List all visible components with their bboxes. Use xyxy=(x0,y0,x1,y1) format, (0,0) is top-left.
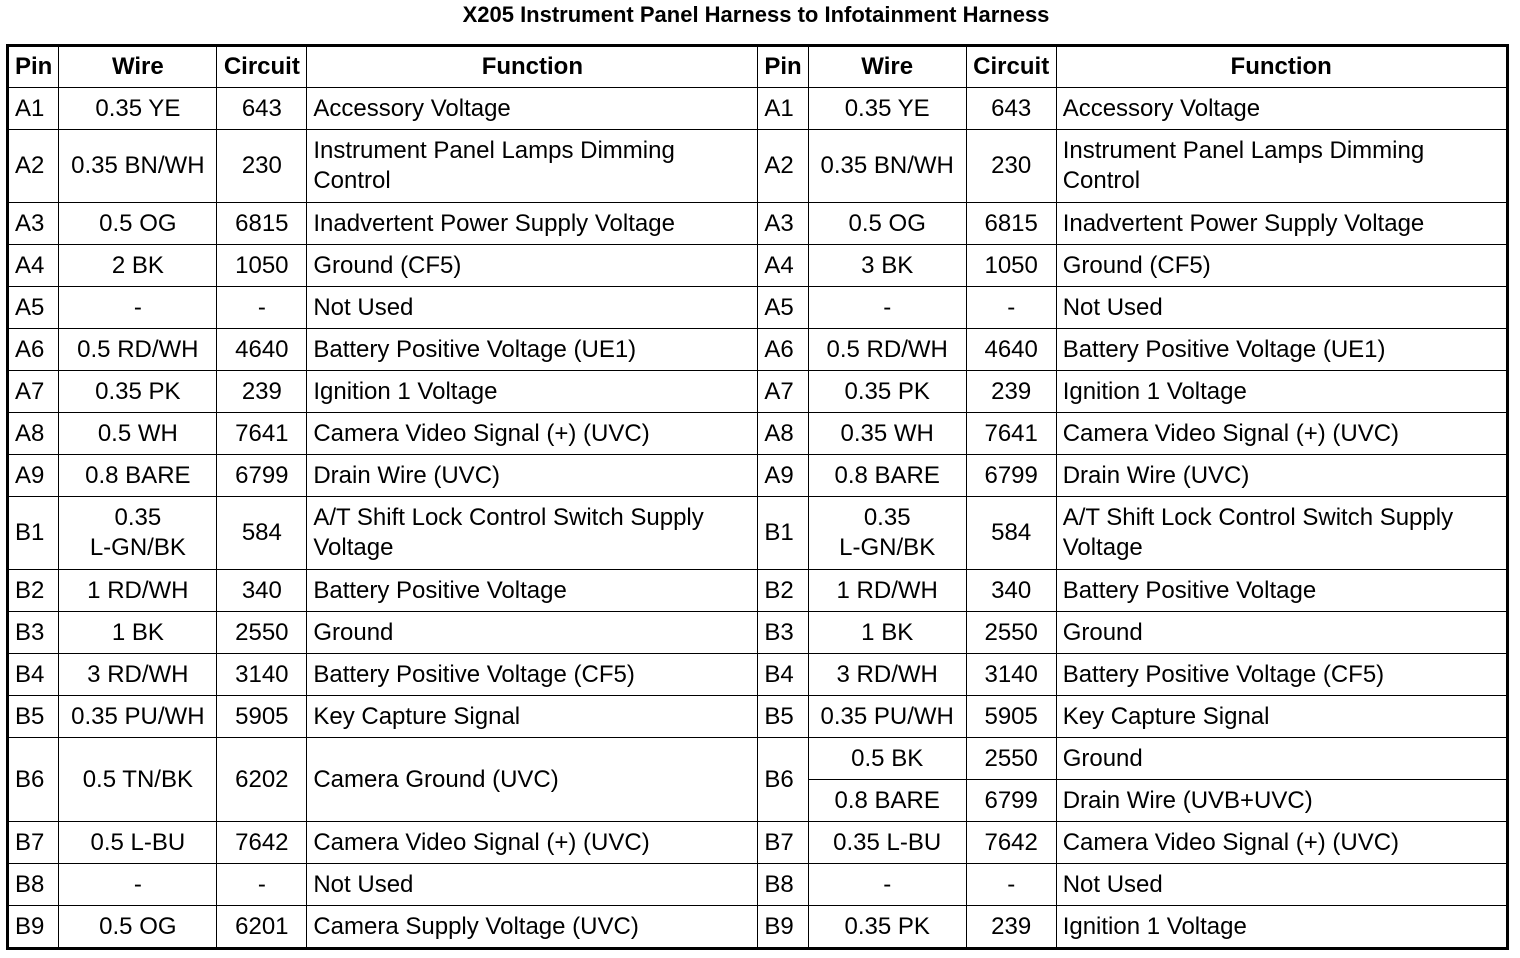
pin-cell: B7 xyxy=(758,822,808,864)
wire-gauge: 0.35 xyxy=(114,504,162,531)
function-cell: Accessory Voltage xyxy=(1056,88,1507,130)
circuit-cell: 5905 xyxy=(966,696,1056,738)
function-cell: Camera Video Signal (+) (UVC) xyxy=(1056,413,1507,455)
function-cell: Battery Positive Voltage (UE1) xyxy=(307,329,758,371)
wire-cell: 0.35 PK xyxy=(808,906,966,949)
header-wire: Wire xyxy=(808,46,966,88)
function-cell: Ground (CF5) xyxy=(1056,245,1507,287)
circuit-cell: 239 xyxy=(966,371,1056,413)
circuit-cell: 4640 xyxy=(217,329,307,371)
function-cell: Camera Video Signal (+) (UVC) xyxy=(307,822,758,864)
pin-cell: B4 xyxy=(758,654,808,696)
wire-gauge: 0.35 xyxy=(863,504,911,531)
circuit-cell: 6799 xyxy=(217,455,307,497)
pin-cell: B5 xyxy=(758,696,808,738)
pin-cell: A8 xyxy=(758,413,808,455)
table-row xyxy=(8,654,1508,696)
table-row xyxy=(8,455,1508,497)
pin-cell: A7 xyxy=(8,371,59,413)
wire-cell: 1 BK xyxy=(808,612,966,654)
pin-cell: B3 xyxy=(8,612,59,654)
function-cell: Accessory Voltage xyxy=(307,88,758,130)
pin-cell: B9 xyxy=(758,906,808,949)
circuit-cell: 340 xyxy=(217,570,307,612)
table-row xyxy=(8,329,1508,371)
wire-color: L-GN/BK xyxy=(839,534,936,561)
function-cell: Key Capture Signal xyxy=(307,696,758,738)
wire-cell xyxy=(59,497,217,570)
pin-cell: A9 xyxy=(8,455,59,497)
table-row xyxy=(8,371,1508,413)
pin-cell: A7 xyxy=(758,371,808,413)
function-cell: Inadvertent Power Supply Voltage xyxy=(1056,203,1507,245)
wire-cell: 1 RD/WH xyxy=(59,570,217,612)
wire-cell: - xyxy=(808,287,966,329)
circuit-cell: 584 xyxy=(966,497,1056,570)
function-cell: Camera Video Signal (+) (UVC) xyxy=(1056,822,1507,864)
wire-color: L-GN/BK xyxy=(89,534,186,561)
function-cell: Camera Ground (UVC) xyxy=(307,738,758,822)
pin-cell: B1 xyxy=(758,497,808,570)
circuit-cell: 4640 xyxy=(966,329,1056,371)
circuit-cell: 6799 xyxy=(966,780,1056,822)
circuit-cell: 1050 xyxy=(217,245,307,287)
function-cell: Camera Video Signal (+) (UVC) xyxy=(307,413,758,455)
pin-cell: A8 xyxy=(8,413,59,455)
function-cell: Battery Positive Voltage (CF5) xyxy=(1056,654,1507,696)
wire-cell: 0.35 PK xyxy=(59,371,217,413)
table-row xyxy=(8,570,1508,612)
wire-cell xyxy=(808,497,966,570)
pin-cell: B2 xyxy=(8,570,59,612)
table-row xyxy=(8,612,1508,654)
circuit-cell: 7641 xyxy=(217,413,307,455)
pin-cell: B8 xyxy=(758,864,808,906)
wire-cell: 0.35 PU/WH xyxy=(59,696,217,738)
wire-cell: 0.5 WH xyxy=(59,413,217,455)
function-cell: Not Used xyxy=(307,864,758,906)
table-row xyxy=(8,822,1508,864)
pin-cell: B9 xyxy=(8,906,59,949)
function-cell: Ground xyxy=(307,612,758,654)
function-cell: Not Used xyxy=(1056,864,1507,906)
circuit-cell: 7642 xyxy=(966,822,1056,864)
function-cell: Camera Supply Voltage (UVC) xyxy=(307,906,758,949)
function-cell: Battery Positive Voltage xyxy=(307,570,758,612)
function-cell: Battery Positive Voltage xyxy=(1056,570,1507,612)
function-cell: A/T Shift Lock Control Switch Supply Voltage xyxy=(1056,497,1507,570)
pin-cell: A4 xyxy=(8,245,59,287)
circuit-cell: - xyxy=(966,287,1056,329)
function-cell: Inadvertent Power Supply Voltage xyxy=(307,203,758,245)
circuit-cell: 7642 xyxy=(217,822,307,864)
wire-cell: 0.35 PU/WH xyxy=(808,696,966,738)
pin-cell: A5 xyxy=(758,287,808,329)
function-cell: Battery Positive Voltage (CF5) xyxy=(307,654,758,696)
function-cell: Ignition 1 Voltage xyxy=(1056,371,1507,413)
wire-cell: 0.35 YE xyxy=(808,88,966,130)
circuit-cell: 2550 xyxy=(217,612,307,654)
circuit-cell: 643 xyxy=(966,88,1056,130)
circuit-cell: - xyxy=(217,287,307,329)
circuit-cell: - xyxy=(966,864,1056,906)
wire-cell: 0.5 L-BU xyxy=(59,822,217,864)
table-row xyxy=(8,864,1508,906)
pin-cell: A2 xyxy=(758,130,808,203)
circuit-cell: 6815 xyxy=(966,203,1056,245)
table-row xyxy=(8,906,1508,949)
wire-cell: - xyxy=(808,864,966,906)
function-cell: Ground xyxy=(1056,738,1507,780)
header-wire: Wire xyxy=(59,46,217,88)
circuit-cell: 2550 xyxy=(966,612,1056,654)
pin-cell: A4 xyxy=(758,245,808,287)
function-cell: Key Capture Signal xyxy=(1056,696,1507,738)
function-cell: Instrument Panel Lamps Dimming Control xyxy=(307,130,758,203)
function-cell: Drain Wire (UVB+UVC) xyxy=(1056,780,1507,822)
function-cell: Not Used xyxy=(1056,287,1507,329)
pin-cell: B7 xyxy=(8,822,59,864)
wire-cell: 0.35 BN/WH xyxy=(808,130,966,203)
circuit-cell: 1050 xyxy=(966,245,1056,287)
table-row xyxy=(8,203,1508,245)
wire-cell: 2 BK xyxy=(59,245,217,287)
wire-cell: 1 RD/WH xyxy=(808,570,966,612)
pin-cell: B4 xyxy=(8,654,59,696)
header-pin: Pin xyxy=(8,46,59,88)
circuit-cell: 643 xyxy=(217,88,307,130)
header-row xyxy=(8,46,1508,88)
header-function: Function xyxy=(1056,46,1507,88)
table-title: X205 Instrument Panel Harness to Infotainment Harness xyxy=(462,2,1050,27)
pin-cell: A2 xyxy=(8,130,59,203)
table-row xyxy=(8,88,1508,130)
wire-cell: 0.5 RD/WH xyxy=(59,329,217,371)
function-cell: Ignition 1 Voltage xyxy=(1056,906,1507,949)
pin-cell: A6 xyxy=(8,329,59,371)
table-row xyxy=(8,245,1508,287)
wire-cell: 0.5 TN/BK xyxy=(59,738,217,822)
header-circuit: Circuit xyxy=(217,46,307,88)
wire-cell: 3 RD/WH xyxy=(59,654,217,696)
circuit-cell: 2550 xyxy=(966,738,1056,780)
pin-cell: A3 xyxy=(758,203,808,245)
circuit-cell: 3140 xyxy=(966,654,1056,696)
pin-cell: A6 xyxy=(758,329,808,371)
wire-cell: 0.35 PK xyxy=(808,371,966,413)
pinout-table xyxy=(6,44,1509,950)
wire-cell: 0.35 BN/WH xyxy=(59,130,217,203)
wire-cell: 0.5 BK xyxy=(808,738,966,780)
circuit-cell: 6202 xyxy=(217,738,307,822)
header-function: Function xyxy=(307,46,758,88)
pin-cell: A5 xyxy=(8,287,59,329)
pin-cell: A1 xyxy=(8,88,59,130)
pin-cell: A1 xyxy=(758,88,808,130)
wire-cell: 0.5 RD/WH xyxy=(808,329,966,371)
table-row xyxy=(8,413,1508,455)
circuit-cell: 3140 xyxy=(217,654,307,696)
circuit-cell: 7641 xyxy=(966,413,1056,455)
circuit-cell: 230 xyxy=(217,130,307,203)
wire-cell: 3 RD/WH xyxy=(808,654,966,696)
wire-cell: - xyxy=(59,864,217,906)
wire-cell: 0.5 OG xyxy=(59,906,217,949)
wire-cell: 0.35 L-BU xyxy=(808,822,966,864)
circuit-cell: 239 xyxy=(966,906,1056,949)
table-row xyxy=(8,696,1508,738)
table-row xyxy=(8,497,1508,570)
pin-cell: B6 xyxy=(8,738,59,822)
circuit-cell: 584 xyxy=(217,497,307,570)
table-row xyxy=(8,130,1508,203)
function-cell: A/T Shift Lock Control Switch Supply Voltage xyxy=(307,497,758,570)
pin-cell: B3 xyxy=(758,612,808,654)
wire-cell: 0.8 BARE xyxy=(808,780,966,822)
header-pin: Pin xyxy=(758,46,808,88)
pin-cell: A3 xyxy=(8,203,59,245)
circuit-cell: 6799 xyxy=(966,455,1056,497)
function-cell: Drain Wire (UVC) xyxy=(1056,455,1507,497)
wire-cell: 0.8 BARE xyxy=(59,455,217,497)
function-cell: Ignition 1 Voltage xyxy=(307,371,758,413)
function-cell: Battery Positive Voltage (UE1) xyxy=(1056,329,1507,371)
pin-cell: A9 xyxy=(758,455,808,497)
pin-cell: B6 xyxy=(758,738,808,822)
circuit-cell: 5905 xyxy=(217,696,307,738)
pin-cell: B1 xyxy=(8,497,59,570)
table-row xyxy=(8,738,1508,780)
circuit-cell: 239 xyxy=(217,371,307,413)
circuit-cell: 6815 xyxy=(217,203,307,245)
circuit-cell: 340 xyxy=(966,570,1056,612)
function-cell: Ground (CF5) xyxy=(307,245,758,287)
pin-cell: B8 xyxy=(8,864,59,906)
function-cell: Drain Wire (UVC) xyxy=(307,455,758,497)
circuit-cell: 230 xyxy=(966,130,1056,203)
function-cell: Not Used xyxy=(307,287,758,329)
wire-cell: 0.8 BARE xyxy=(808,455,966,497)
function-cell: Instrument Panel Lamps Dimming Control xyxy=(1056,130,1507,203)
pin-cell: B2 xyxy=(758,570,808,612)
wire-cell: 0.35 YE xyxy=(59,88,217,130)
circuit-cell: - xyxy=(217,864,307,906)
header-circuit: Circuit xyxy=(966,46,1056,88)
pin-cell: B5 xyxy=(8,696,59,738)
table-row xyxy=(8,287,1508,329)
wire-cell: 0.35 WH xyxy=(808,413,966,455)
circuit-cell: 6201 xyxy=(217,906,307,949)
function-cell: Ground xyxy=(1056,612,1507,654)
wire-cell: 0.5 OG xyxy=(59,203,217,245)
wire-cell: 0.5 OG xyxy=(808,203,966,245)
wire-cell: 3 BK xyxy=(808,245,966,287)
wire-cell: - xyxy=(59,287,217,329)
wire-cell: 1 BK xyxy=(59,612,217,654)
